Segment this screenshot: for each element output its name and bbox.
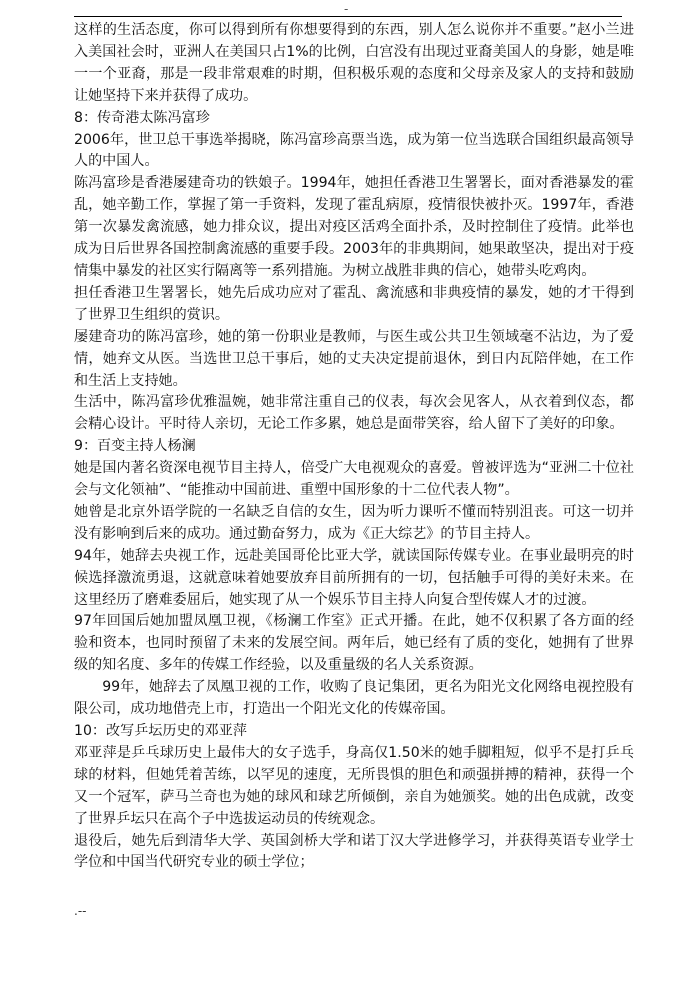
paragraph: 邓亚萍是乒乓球历史上最伟大的女子选手，身高仅1.50米的她手脚粗短，似乎不是打乒乓球的材料，但她凭着苦练，以罕见的速度，无所畏惧的胆色和顽强拼搏的精神，获得一个又一个冠军，萨马兰奇也为她的球风和球艺所倾倒，亲自为她颁奖。她的出色成就，改变了世界乒坛只在高个子中选拔运动员的传统观念。 [74,744,634,827]
header-page-mark: - [344,2,349,16]
paragraph: 97年回国后她加盟凤凰卫视，《杨澜工作室》正式开播。在此，她不仅积累了各方面的经验和资本，也同时预留了未来的发展空间。两年后，她已经有了质的变化，她拥有了世界级的知名度、多年的传媒工作经验，以及重量级的名人关系资源。 [74,613,634,674]
footer-page-mark: .-- [74,904,87,918]
paragraph: 陈冯富珍是香港屡建奇功的铁娘子。1994年，她担任香港卫生署署长，面对香港暴发的霍乱，她辛勤工作，掌握了第一手资料，发现了霍乱病原，疫情很快被扑灭。1997年，香港第一次暴发禽流感，她力排众议，提出对疫区活鸡全面扑杀，及时控制住了疫情。此举也成为日后世界各国控制禽流感的重要手段。2003年的非典期间，她果敢坚决，提出对于疫情集中暴发的社区实行隔离等一系列措施。为树立战胜非典的信心，她带头吃鸡肉。 [74,175,634,279]
section-heading-deng-yaping: 10：改写乒坛历史的邓亚萍 [74,723,247,739]
paragraph-indented: 99年，她辞去了凤凰卫视的工作，收购了良记集团，更名为阳光文化网络电视控股有限公司，成功地借壳上市，打造出一个阳光文化的传媒帝国。 [74,679,634,718]
paragraph: 担任香港卫生署署长，她先后成功应对了霍乱、禽流感和非典疫情的暴发，她的才干得到了世界卫生组织的赏识。 [74,284,634,323]
paragraph: 她是国内著名资深电视节目主持人，倍受广大电视观众的喜爱。曾被评选为“亚洲二十位社会与文化领袖”、“能推动中国前进、重塑中国形象的十二位代表人物”。 [74,460,634,499]
paragraph: 生活中，陈冯富珍优雅温婉，她非常注重自己的仪表，每次会见客人，从衣着到仪态，都会精心设计。平时待人亲切，无论工作多累，她总是面带笑容，给人留下了美好的印象。 [74,394,634,433]
paragraph: 94年，她辞去央视工作，远赴美国哥伦比亚大学，就读国际传媒专业。在事业最明亮的时候选择激流勇退，这就意味着她要放弃目前所拥有的一切，包括触手可得的美好未来。在这里经历了磨难委屈后，她实现了从一个娱乐节目主持人向复合型传媒人才的过渡。 [74,547,634,608]
paragraph: 她曾是北京外语学院的一名缺乏自信的女生，因为听力课听不懂而特别沮丧。可这一切并没有影响到后来的成功。通过勤奋努力，成为《正大综艺》的节目主持人。 [74,503,634,542]
paragraph: 屡建奇功的陈冯富珍，她的第一份职业是教师，与医生或公共卫生领域毫不沾边，为了爱情，她弃文从医。当选世卫总干事后，她的丈夫决定提前退休，到日内瓦陪伴她，在工作和生活上支持她。 [74,328,634,389]
section-heading-yang-lan: 9：百变主持人杨澜 [74,438,196,455]
paragraph-zhao-xiaolan-ending: 这样的生活态度，你可以得到所有你想要得到的东西，别人怎么说你并不重要。”赵小兰进入美国社会时，亚洲人在美国只占1%的比例，白宫没有出现过亚裔美国人的身影，她是唯一一个亚裔，那是一段非常艰难的时期，但积极乐观的态度和父母亲及家人的支持和鼓励让她坚持下来并获得了成功。 [74,22,634,104]
document-body [74,20,634,874]
header-rule [74,16,622,17]
section-heading-chen-feng-fuzhen: 8：传奇港太陈冯富珍 [74,109,210,126]
paragraph: 2006年，世卫总干事选举揭晓，陈冯富珍高票当选，成为第一位当选联合国组织最高领导人的中国人。 [74,131,634,170]
paragraph: 退役后，她先后到清华大学、英国剑桥大学和诺丁汉大学进修学习，并获得英语专业学士学位和中国当代研究专业的硕士学位； [74,832,634,871]
